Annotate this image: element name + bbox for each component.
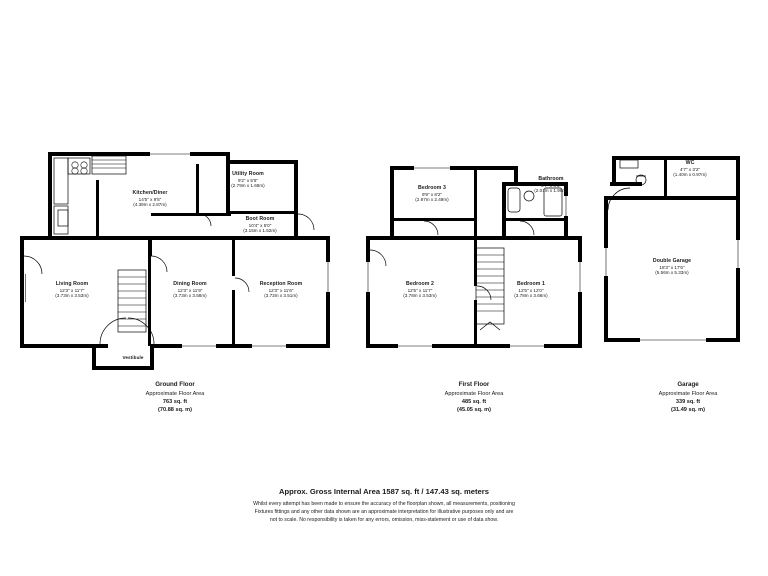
ground-floor-plan: [20, 152, 330, 370]
room-label-double-garage: [653, 258, 691, 276]
room-dim-ft: 12'3" x 11'7": [59, 287, 85, 293]
room-label-vestibule: [122, 355, 143, 361]
room-name: WC: [685, 160, 695, 166]
room-dim-m: (5.56m x 5.33m): [655, 270, 689, 276]
caption-subtitle: Approximate Floor Area: [658, 390, 718, 397]
room-name: Double Garage: [652, 258, 692, 264]
room-dim-ft: 9'9" x 8'2": [421, 191, 443, 197]
room-dim-m: (3.73m x 3.51m): [264, 293, 298, 299]
caption-title: Ground Floor: [155, 381, 195, 388]
caption-area-m: (70.88 sq. m): [158, 407, 192, 414]
room-dim-ft: 18'3" x 17'6": [659, 264, 685, 270]
room-dim-ft: 14'5" x 9'5": [138, 196, 162, 202]
room-label-bedroom-2: [403, 281, 436, 299]
footer-disclaimer: [74, 487, 694, 524]
caption-area-m: (45.05 sq. m): [457, 407, 491, 414]
room-label-bedroom-3: [415, 185, 448, 203]
ground-floor-caption: [146, 381, 205, 414]
disclaimer-line-2: Fixtures fittings and any other data shown are an approximate interpretation for illustrative purposes only and are: [254, 509, 514, 516]
room-name: Living Room: [55, 281, 89, 287]
room-dim-m: (3.73m x 3.53m): [55, 293, 89, 299]
room-label-bathroom: [534, 176, 567, 194]
room-name: Kitchen/Diner: [132, 190, 168, 196]
room-dim-ft: 10'4" x 5'0": [248, 222, 272, 228]
caption-area-m: (31.49 sq. m): [671, 407, 705, 414]
room-dim-ft: 12'3" x 11'6": [268, 287, 294, 293]
room-label-utility-room: [231, 171, 264, 189]
room-name: Vestibule: [122, 355, 144, 360]
room-name: Utility Room: [232, 171, 264, 177]
room-dim-ft: 4'7" x 3'2": [679, 166, 701, 172]
caption-title: Garage: [677, 381, 699, 388]
caption-subtitle: Approximate Floor Area: [444, 390, 504, 397]
first-floor-caption: [445, 381, 504, 414]
gross-area-title: Approx. Gross Internal Area 1587 sq. ft / 147.43 sq. meters: [279, 487, 489, 496]
room-label-wc: [673, 160, 706, 178]
caption-title: First Floor: [458, 381, 490, 388]
room-name: Bedroom 2: [405, 281, 434, 287]
caption-area-ft: 763 sq. ft: [162, 399, 188, 406]
room-label-living-room: [55, 281, 88, 299]
garage-plan: [604, 156, 740, 342]
room-name: Bedroom 1: [516, 281, 545, 287]
room-name: Dining Room: [173, 281, 207, 287]
garage-caption: [659, 381, 718, 414]
room-dim-m: (3.78m x 3.66m): [514, 293, 548, 299]
room-dim-m: (3.73m x 3.58m): [173, 293, 207, 299]
room-dim-ft: 12'5" x 11'7": [407, 287, 433, 293]
room-label-bedroom-1: [514, 281, 547, 299]
room-dim-m: (3.15m x 1.52m): [243, 228, 277, 234]
room-name: Bedroom 3: [417, 185, 446, 191]
room-dim-m: (4.39m x 2.87m): [133, 202, 167, 208]
room-name: Bathroom: [538, 176, 564, 182]
room-dim-m: (2.97m x 2.49m): [415, 197, 449, 203]
room-dim-ft: 9'2" x 5'6": [237, 177, 259, 183]
room-label-reception-room: [260, 281, 303, 299]
room-dim-m: (3.78m x 3.53m): [403, 293, 437, 299]
caption-area-ft: 339 sq. ft: [675, 399, 701, 406]
room-dim-ft: 12'5" x 12'0": [518, 287, 544, 293]
disclaimer-line-1: Whilst every attempt has been made to ensure the accuracy of the floorplan shown, all measurements, positioning: [253, 501, 515, 507]
caption-subtitle: Approximate Floor Area: [145, 390, 205, 397]
disclaimer-line-3: not to scale. No responsibility is taken for any errors, omission, miss-statement or use of data show.: [269, 517, 499, 524]
room-dim-m: (1.40m x 0.97m): [673, 172, 707, 178]
room-dim-m: (2.79m x 1.68m): [231, 183, 265, 189]
caption-area-ft: 485 sq. ft: [461, 399, 487, 406]
room-dim-ft: 12'3" x 11'9": [177, 287, 203, 293]
room-dim-ft: 6'7" x 6'5": [540, 182, 562, 188]
room-label-boot-room: [243, 216, 276, 234]
room-label-dining-room: [173, 281, 206, 299]
room-name: Reception Room: [259, 281, 303, 287]
room-dim-m: (2.01m x 1.96m): [534, 188, 568, 194]
room-name: Boot Room: [245, 216, 275, 222]
room-label-kitchen-diner: [132, 190, 167, 208]
